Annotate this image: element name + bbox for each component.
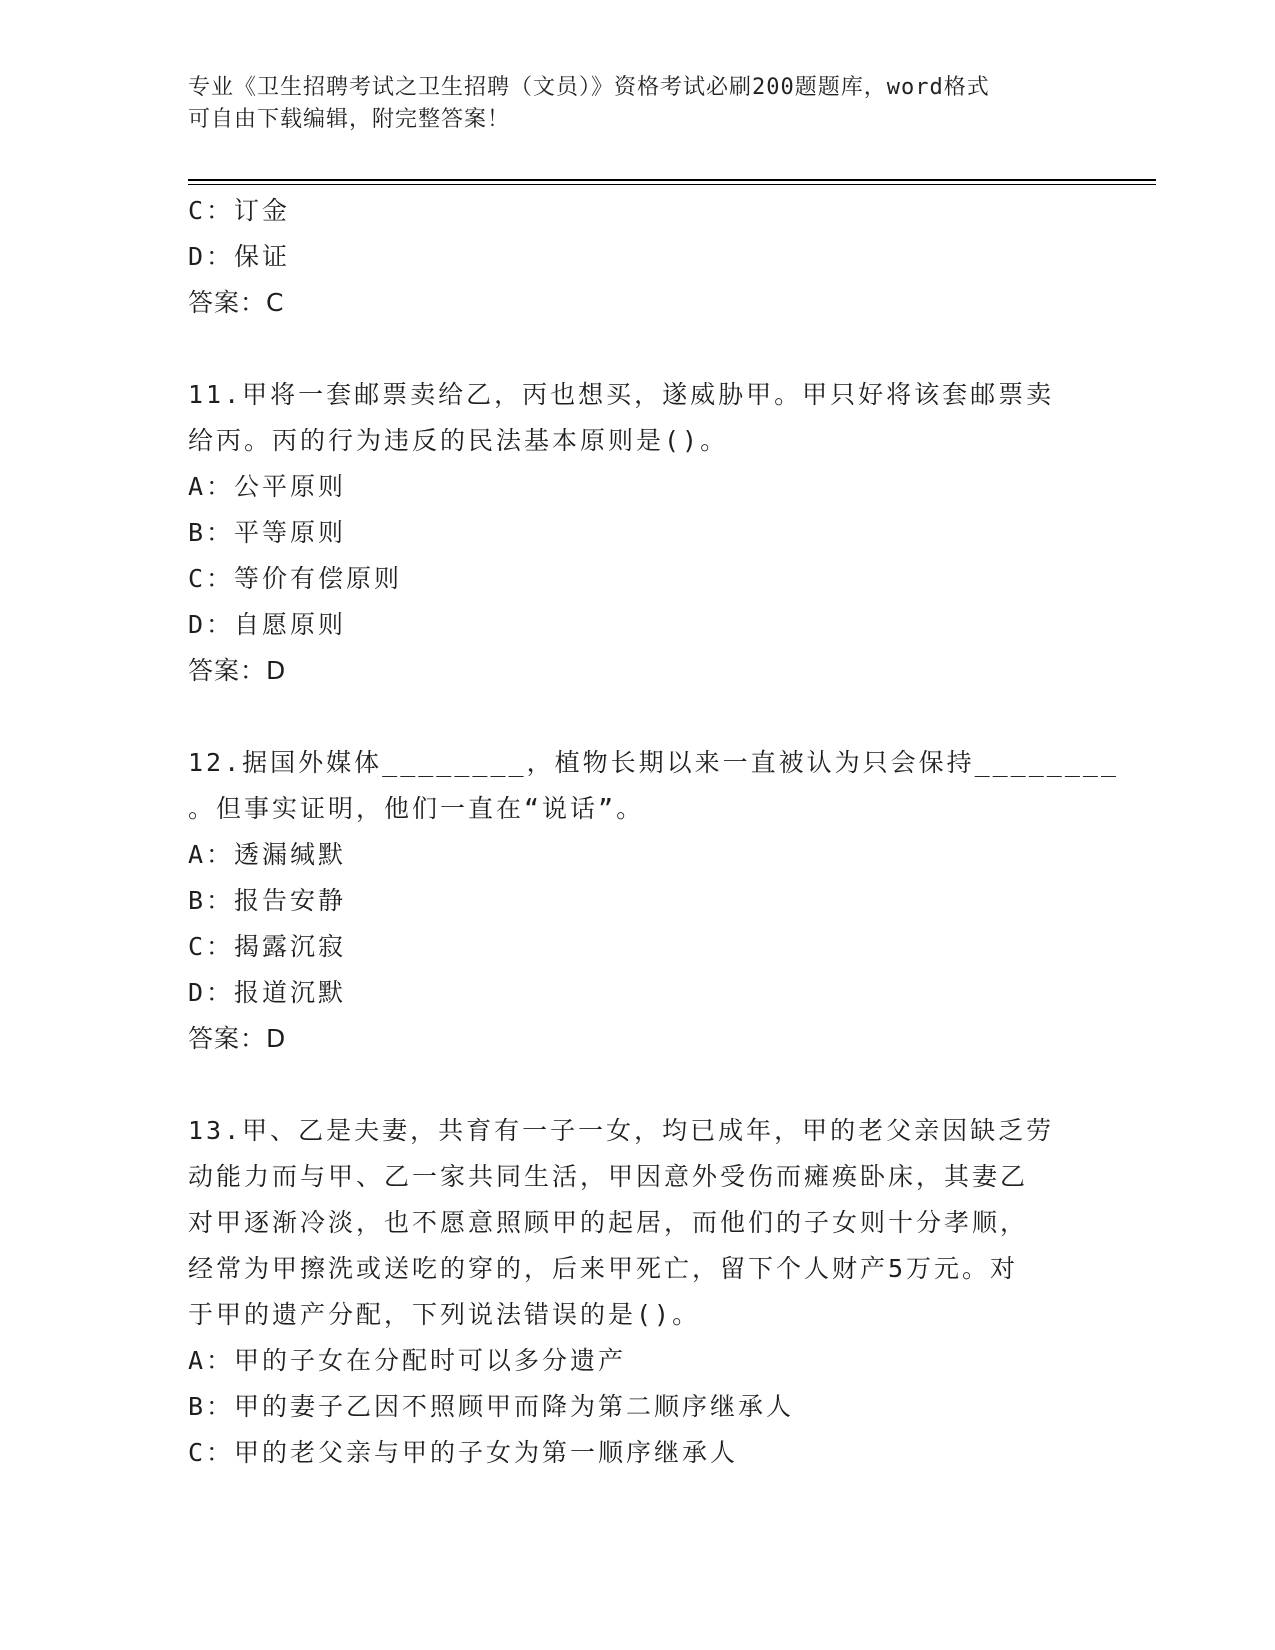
spacer — [188, 326, 1088, 372]
question-content — [188, 188, 1119, 1476]
option-c: C：揭露沉寂 — [188, 932, 347, 961]
option-b: B：平等原则 — [188, 518, 347, 547]
spacer — [188, 694, 1088, 740]
option-c: C：甲的老父亲与甲的子女为第一顺序继承人 — [188, 1438, 739, 1467]
option-a: A：甲的子女在分配时可以多分遗产 — [188, 1346, 627, 1375]
answer-line: 答案：D — [188, 1024, 287, 1053]
header-divider-thick — [188, 179, 1156, 181]
answer-line: 答案：D — [188, 656, 287, 685]
question-11 — [188, 372, 1088, 694]
previous-question-tail — [188, 188, 1088, 326]
question-stem-line: 。但事实证明，他们一直在“说话”。 — [188, 794, 645, 823]
option-d: D：自愿原则 — [188, 610, 347, 639]
question-stem-line: 11.甲将一套邮票卖给乙，丙也想买，遂威胁甲。甲只好将该套邮票卖 — [188, 380, 1055, 409]
option-c: C：等价有偿原则 — [188, 564, 403, 593]
question-12 — [188, 740, 1119, 1062]
header-title-line-1: 专业《卫生招聘考试之卫生招聘（文员）》资格考试必刷200题题库，word格式 — [188, 75, 990, 100]
option-a: A：透漏缄默 — [188, 840, 347, 869]
header-title-line-2: 可自由下载编辑，附完整答案！ — [188, 107, 511, 132]
question-stem-line: 于甲的遗产分配，下列说法错误的是()。 — [188, 1300, 701, 1329]
question-stem-line: 13.甲、乙是夫妻，共育有一子一女，均已成年，甲的老父亲因缺乏劳 — [188, 1116, 1055, 1145]
answer-line: 答案：C — [188, 288, 285, 317]
question-stem-line: 给丙。丙的行为违反的民法基本原则是()。 — [188, 426, 729, 455]
option-d: D：保证 — [188, 242, 291, 271]
option-b: B：报告安静 — [188, 886, 347, 915]
option-d: D：报道沉默 — [188, 978, 347, 1007]
option-c: C：订金 — [188, 196, 291, 225]
question-stem-line: 12.据国外媒体________，植物长期以来一直被认为只会保持________ — [188, 748, 1119, 777]
question-stem-line: 动能力而与甲、乙一家共同生活，甲因意外受伤而瘫痪卧床，其妻乙 — [188, 1162, 1029, 1191]
question-13 — [188, 1108, 1088, 1476]
question-stem-line: 对甲逐渐冷淡，也不愿意照顾甲的起居，而他们的子女则十分孝顺， — [188, 1208, 1029, 1237]
question-stem-line: 经常为甲擦洗或送吃的穿的，后来甲死亡，留下个人财产5万元。对 — [188, 1254, 1019, 1283]
spacer — [188, 1062, 1088, 1108]
option-a: A：公平原则 — [188, 472, 347, 501]
option-b: B：甲的妻子乙因不照顾甲而降为第二顺序继承人 — [188, 1392, 795, 1421]
header-divider-thin — [188, 184, 1156, 185]
document-header — [188, 72, 1068, 136]
